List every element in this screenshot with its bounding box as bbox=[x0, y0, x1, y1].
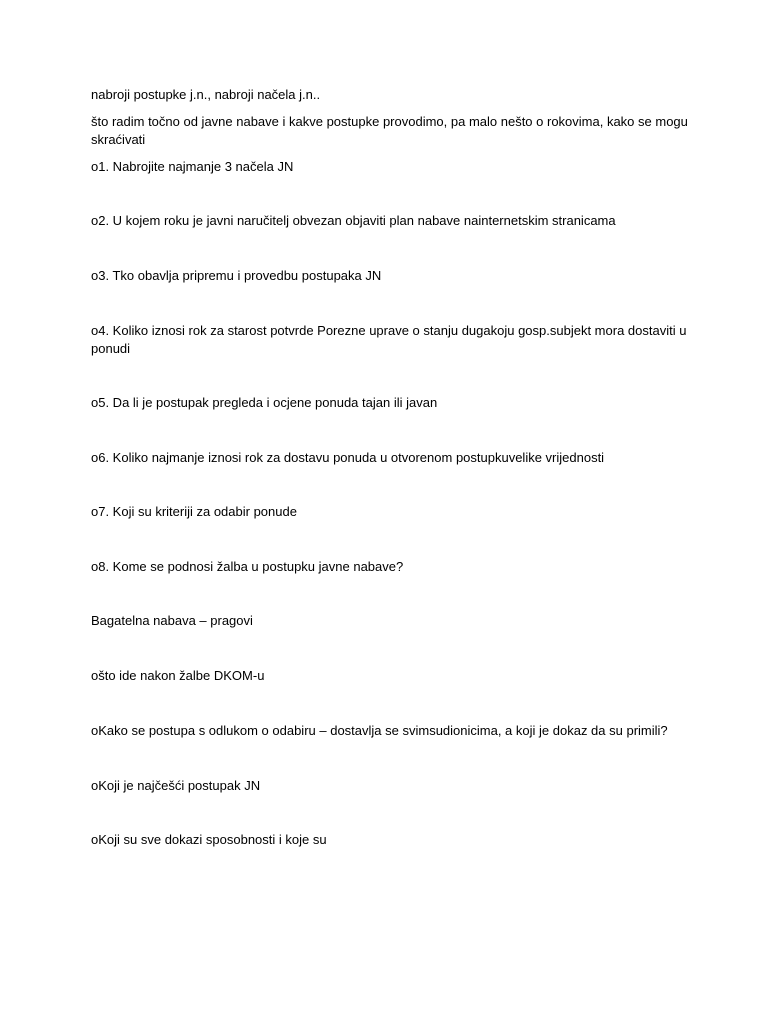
document-line-12: ošto ide nakon žalbe DKOM-u bbox=[91, 668, 265, 683]
document-line-5: o3. Tko obavlja pripremu i provedbu postupaka JN bbox=[91, 268, 382, 283]
document-line-15: oKoji su sve dokazi sposobnosti i koje su bbox=[91, 832, 327, 847]
document-line-9: o7. Koji su kriteriji za odabir ponude bbox=[91, 504, 297, 519]
document-line-8: o6. Koliko najmanje iznosi rok za dostavu ponuda u otvorenom postupkuvelike vrijednosti bbox=[91, 450, 605, 465]
document-line-6: o4. Koliko iznosi rok za starost potvrde Porezne uprave o stanju dugakoju gosp.subjekt mora dostaviti u ponudi bbox=[91, 323, 687, 356]
document-line-1: nabroji postupke j.n., nabroji načela j.n.. bbox=[91, 87, 321, 102]
document-line-4: o2. U kojem roku je javni naručitelj obvezan objaviti plan nabave nainternetskim stranicama bbox=[91, 213, 616, 228]
document-line-10: o8. Kome se podnosi žalba u postupku javne nabave? bbox=[91, 559, 404, 574]
document-line-2: što radim točno od javne nabave i kakve postupke provodimo, pa malo nešto o rokovima, kako se mogu skraćivati bbox=[91, 114, 688, 147]
document-line-13: oKako se postupa s odlukom o odabiru – dostavlja se svimsudionicima, a koji je dokaz da su primili? bbox=[91, 723, 668, 738]
document-line-14: oKoji je najčešći postupak JN bbox=[91, 778, 261, 793]
document-line-7: o5. Da li je postupak pregleda i ocjene ponuda tajan ili javan bbox=[91, 395, 438, 410]
document-line-11: Bagatelna nabava – pragovi bbox=[91, 613, 253, 628]
document-line-3: o1. Nabrojite najmanje 3 načela JN bbox=[91, 159, 294, 174]
